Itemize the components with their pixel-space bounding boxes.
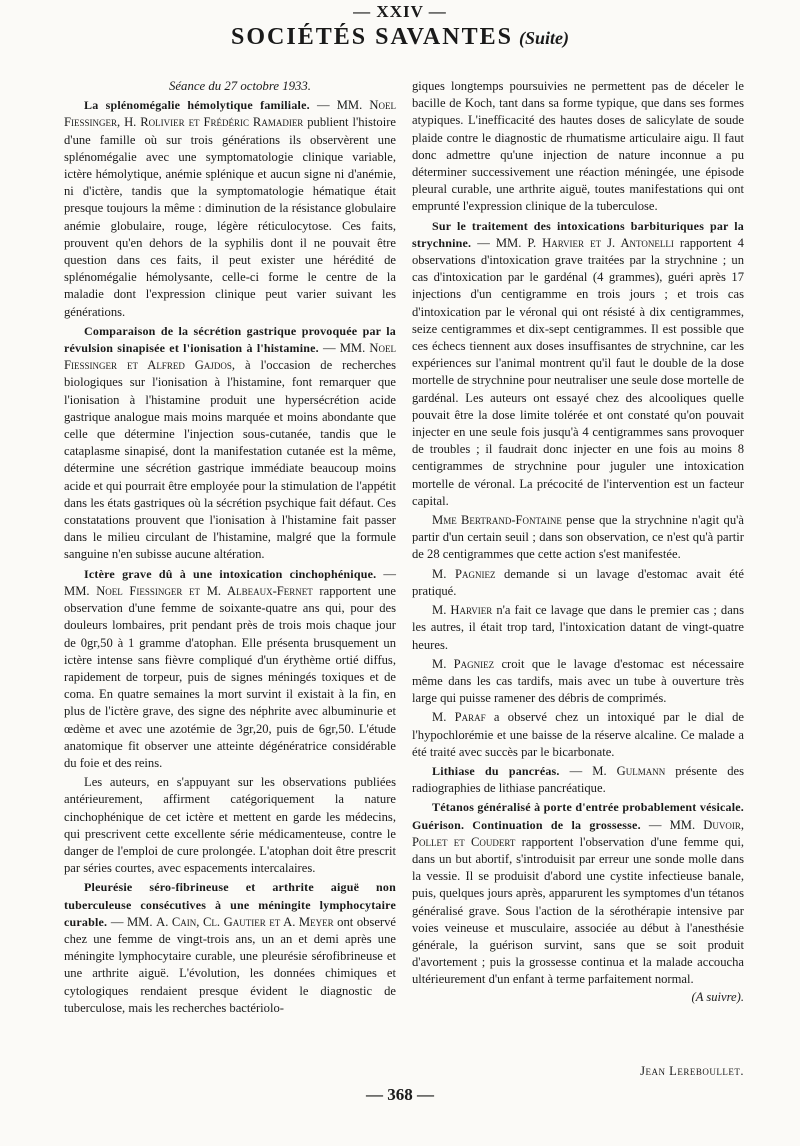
article-authors: P. Harvier et J. Antonelli <box>527 235 674 250</box>
dash: — MM. <box>107 914 157 929</box>
article-heading: Lithiase du pancréas. <box>432 763 560 778</box>
speaker: M. Pagniez <box>432 566 496 581</box>
to-be-continued: (A suivre). <box>691 989 744 1004</box>
article-secretion-gastrique <box>64 323 396 564</box>
article-authors: Duvoir, Pollet et Coudert <box>412 817 744 849</box>
article-heading: Tétanos généralisé à porte d'entrée probablement vésicale. Guérison. Continuation de la grossesse. <box>412 800 744 832</box>
article-pleuresie <box>64 879 396 1017</box>
discussion-harvier <box>412 602 744 654</box>
dash: — MM. <box>318 341 370 356</box>
page-number: — 368 — <box>366 1085 434 1104</box>
roman-page-header: — XXIV — <box>353 2 447 21</box>
article-body: rapportent 4 observations d'intoxication grave traitées par la strychnine ; un cas d'intoxication par le gardénal (4 grammes), guéri après 17 injections d'un centigramme en trois jours ; et trois cas d'intoxication par le véronal qui ont résisté à dix centigrammes, seize centigrammes et dix-sept centigrammes. Il est possible que ces échecs tiennent aux doses insuffisantes de strychnine, car les expériences sur l'animal montrent qu'il faut le double de la dose mortelle de strychnine pour neutraliser une seule dose mortelle de gardénal. Les auteurs ont essayé chez des alcooliques quelle pouvait être la dose limite tolérée et ont constaté qu'on pouvait injecter en une seule fois jusqu'à 4 centigrammes sans provoquer de troubles ; il faudrait donc injecter en une fois au moins 8 centigrammes de strychnine pour juguler une intoxication mortelle de véronal. La précocité de l'intervention est un facteur capital. <box>412 235 744 508</box>
session-date: Séance du 27 octobre 1933. <box>168 79 312 93</box>
article-authors: A. Cain, Cl. Gautier et A. Meyer <box>156 914 334 929</box>
remark: croit que le lavage d'estomac est nécessaire même dans les cas tardifs, mais avec un tube à ouverture très large qui puisse ramener des débris de comprimés. <box>412 656 744 706</box>
dash: — MM. <box>640 817 704 832</box>
article-body: rapportent une observation d'une femme de soixante-quatre ans qui, pour des douleurs lombaires, prit pendant près de trois mois chaque jour de 0gr,50 à 1 gramme d'atophan. Elle présenta brusquement un ictère intense sans fièvre compliqué d'un érythème ortié diffus, rapidement de torpeur, puis de signes méningés toxiques et de coma. En quatre semaines la mort survint il existait à la fin, en plus de l'ictère grave, des signe des néphrite avec albuminurie et œdème et avec une azotémie de 3gr,20, puis de 6gr,50. L'étude anatomique fit observer une atteinte dégénératrice considérable du foie et des reins. <box>64 583 396 770</box>
article-body: présente des radiographies de lithiase pancréatique. <box>412 763 744 796</box>
dash: — MM. <box>64 566 396 598</box>
discussion-paraf <box>412 709 744 761</box>
article-heading: La splénomégalie hémolytique familiale. <box>84 98 310 113</box>
article-body: publient l'histoire d'une famille où sur trois générations ils observèrent une splénomégalie avec une symptomatologie clinique variable, ictère hémolytique, anémie splénique et aucun signe ni d'anémie, ni d'ictère, tandis que la symptomatologie hématique était presque toujours la même : diminution de la résistance globulaire anémie globulaire, rouge, légère réticulocytose. Ces faits, prouvent qu'en dehors de la syphilis dont il ne pouvait être question dans ces faits, il peut exister une hérédité de splénomégalie hémolysante, celle-ci forme le centre de la maladie dont l'expression clinique peut varier suivant les générations. <box>64 115 396 319</box>
speaker: M. Harvier <box>432 603 493 618</box>
section-title-text: SOCIÉTÉS SAVANTES <box>231 24 513 50</box>
article-intoxications-barbituriques <box>412 218 744 510</box>
article-body: ont observé chez une femme de vingt-trois ans, un an et demi après une méningite lymphocytaire curable, une pleurésie sérofibrineuse et une arthrite aiguë. L'évolution, les données chimiques et cytologiques rendaient presque évident le diagnostic de tuberculose, mais les recherches bactériolo- <box>64 914 396 1015</box>
article-tetanos <box>412 799 744 1004</box>
article-authors: Noel Fiessinger, H. Rolivier et Frédéric Ramadier <box>64 98 396 130</box>
remark: pense que la strychnine n'agit qu'à partir d'un certain seuil ; dans son observation, ce n'est qu'à partir de 28 centigrammes que cette action s'est manifestée. <box>412 513 744 562</box>
dash: — M. <box>559 763 617 778</box>
article-heading: Pleurésie séro-fibrineuse et arthrite aiguë non tuberculeuse consécutives à une méningite lymphocytaire curable. <box>64 880 396 929</box>
article-pleuresie-continued: giques longtemps poursuivies ne permettent pas de déceler le bacille de Koch, tant dans sa forme typique, que dans ses formes atypiques. L'inefficacité des hautes doses de salicylate de soude plaide contre le diagnostic de rhumatisme articulaire aigu. Il faut donc admettre qu'une injection de nature inconnue a pu déterminer successivement une réaction méningée, une épisode pleural curable, une arthrite aiguë, toutes manifestations qui ont emprunté l'expression clinique de la tuberculose. <box>412 79 744 214</box>
left-column <box>64 78 396 1019</box>
dash: — MM. <box>309 98 370 113</box>
remark: demande si un lavage d'estomac avait été pratiqué. <box>412 566 744 598</box>
discussion-bertrand-fontaine <box>412 512 744 564</box>
speaker: M. Paraf <box>432 710 486 725</box>
speaker: M. Pagniez <box>432 656 495 671</box>
article-authors: Gulmann <box>616 763 666 778</box>
article-body: , à l'occasion de recherches biologiques sur l'ionisation à l'histamine, font remarquer que l'ionisation à l'histamine produit une hypersécrétion acide gastrique analogue mais moins marquée et moins abondante que celle que détermine l'injection sous-cutanée, tandis que le cataplasme sinapisé, dont la manifestation cutanée est la même, détermine une sécrétion gastrique immédiate beaucoup moins acide et qui pourrait être employée pour la stimulation de l'appétit dans les états gastriques où la sécrétion psychique fait défaut. Ces constatations prouvent que l'ionisation à l'histamine fait passer dans le milieu circulant de l'histamine, malgré que la formule sanguine n'en subisse aucune altération. <box>64 358 396 562</box>
article-heading: Ictère grave dû à une intoxication cinchophénique. <box>84 566 377 581</box>
article-heading: Sur le traitement des intoxications barbituriques par la strychnine. <box>412 218 744 250</box>
article-body: rapportent l'observation d'une femme qui, dans un but abortif, s'introduisit par erreur une sonde molle dans la vessie. Il se produisit d'abord une cystite infectieuse banale, puis, quelques jours après, apparurent les symptomes d'un tétanos généralisé grave. Sous l'action de la sérothérapie intensive par voies veineuse et musculaire, associée au début à l'anesthésie générale, la guérison survint, sans que se soit produit d'avortement ; puis la grossesse continua et la malade accoucha ultérieurement d'un enfant à terme parfaitement normal. <box>412 834 744 987</box>
remark: n'a fait ce lavage que dans le premier cas ; dans les autres, il était trop tard, l'intoxication datant de vingt-quatre heures. <box>412 603 744 652</box>
article-ictere-grave <box>64 566 396 772</box>
discussion-pagniez-2 <box>412 656 744 708</box>
right-column <box>412 78 744 1006</box>
section-title-suite: (Suite) <box>518 28 569 48</box>
dash: — MM. <box>471 235 528 250</box>
article-authors: Noel Fiessinger et M. Albeaux-Fernet <box>96 583 313 598</box>
discussion-pagniez-1 <box>412 566 744 600</box>
article-authors: Noel Fiessinger et Alfred Gajdos <box>64 341 396 373</box>
author-signature: Jean Lereboullet. <box>640 1064 744 1078</box>
article-ictere-commentary: Les auteurs, en s'appuyant sur les observations publiées antérieurement, affirment catégoriquement la nature cinchophénique de cet ictère et mettent en garde les médecins, qui prescrivent cette excellente série médicamenteuse, contre le danger de l'emploi de cure prolongée. L'atophan doit être prescrit par séries courtes, avec espacements intercalaires. <box>64 775 396 876</box>
article-lithiase-pancreas <box>412 763 744 797</box>
section-title <box>0 24 800 51</box>
speaker: Mme Bertrand-Fontaine <box>432 513 562 528</box>
article-splenomegalie <box>64 97 396 321</box>
article-heading: Comparaison de la sécrétion gastrique provoquée par la révulsion sinapisée et l'ionisation à l'histamine. <box>64 323 396 356</box>
remark: a observé chez un intoxiqué par le dial de l'hypochlorémie et une baisse de la réserve alcaline. Ce malade a été traité avec succès par le bicarbonate. <box>412 710 744 759</box>
